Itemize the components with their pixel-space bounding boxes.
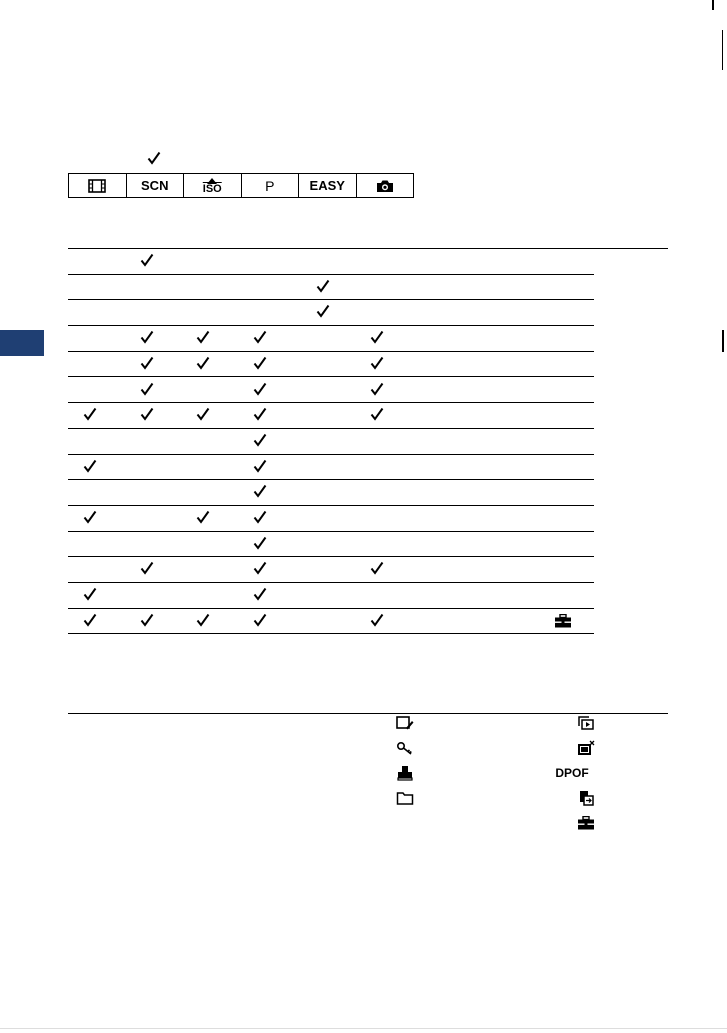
crop-mark-top: [712, 0, 714, 10]
check-icon: [253, 459, 267, 473]
delete-icon: [577, 740, 595, 756]
check-icon: [140, 613, 154, 627]
table-row: [68, 275, 594, 301]
section-tab: [0, 330, 44, 356]
check-icon: [253, 613, 267, 627]
check-icon: [370, 356, 384, 370]
check-icon: [140, 561, 154, 575]
table-row: [68, 480, 594, 506]
mode-easy-label: EASY: [309, 178, 345, 193]
check-icon: [140, 330, 154, 344]
table-row: [68, 506, 594, 532]
dpof-text: DPOF: [555, 766, 589, 780]
check-icon: [196, 330, 210, 344]
table-row: [68, 557, 594, 583]
check-icon: [253, 407, 267, 421]
copy-icon: [577, 790, 595, 806]
check-icon: [140, 382, 154, 396]
check-icon: [83, 459, 97, 473]
table-row: [68, 429, 594, 455]
check-icon: [196, 510, 210, 524]
check-icon: [196, 356, 210, 370]
check-icon: [140, 356, 154, 370]
check-icon: [370, 561, 384, 575]
check-icon: [253, 433, 267, 447]
table-row: [68, 300, 594, 326]
table-row: [68, 455, 594, 481]
check-icon: [316, 304, 330, 318]
mode-p-cell: [241, 174, 299, 197]
check-icon: [83, 587, 97, 601]
check-icon: [253, 536, 267, 550]
print-icon: [396, 765, 414, 781]
legend-check-icon: [147, 151, 161, 165]
table-row: [68, 326, 594, 352]
setup-toolbox-icon: [554, 614, 572, 628]
table2-top-rule: [68, 713, 668, 714]
high-iso-icon: [203, 178, 222, 194]
check-icon: [83, 407, 97, 421]
camera-icon: [376, 179, 394, 193]
check-icon: [253, 484, 267, 498]
table-row: [68, 609, 594, 635]
table-row: [68, 583, 594, 609]
mode-movie-cell: [69, 174, 126, 197]
check-icon: [83, 510, 97, 524]
mode-scn-label: SCN: [141, 178, 169, 193]
table-row: [68, 403, 594, 429]
check-icon: [370, 613, 384, 627]
check-icon: [253, 587, 267, 601]
crop-mark-bottom: [0, 1028, 727, 1029]
table-row: [68, 378, 594, 404]
retouch-icon: [396, 715, 414, 731]
check-icon: [370, 382, 384, 396]
slideshow-icon: [577, 715, 595, 731]
check-icon: [140, 407, 154, 421]
mode-iso-label: $\overline{ISO}$: [202, 182, 222, 195]
check-icon: [370, 407, 384, 421]
table-row: [68, 352, 594, 378]
dpof-label: [549, 765, 595, 781]
check-icon: [370, 330, 384, 344]
mode-bar: [68, 173, 414, 198]
table-row: [68, 532, 594, 558]
check-icon: [253, 356, 267, 370]
check-icon: [253, 382, 267, 396]
crop-mark-right: [722, 30, 723, 70]
check-icon: [83, 613, 97, 627]
check-icon: [140, 253, 154, 267]
check-icon: [253, 510, 267, 524]
crop-mark-mid: [722, 330, 724, 352]
table-row: [68, 249, 594, 275]
check-icon: [196, 407, 210, 421]
check-icon: [196, 613, 210, 627]
mode-easy-cell: [298, 174, 356, 197]
movie-icon: [88, 179, 106, 193]
mode-camera-cell: [356, 174, 414, 197]
mode-iso-cell: [183, 174, 241, 197]
check-icon: [253, 330, 267, 344]
check-icon: [253, 561, 267, 575]
mode-p-label: P: [265, 177, 275, 194]
mode-scn-cell: [126, 174, 184, 197]
check-icon: [316, 279, 330, 293]
folder-icon: [396, 790, 414, 806]
setup-toolbox-icon: [577, 815, 595, 831]
protect-icon: [396, 740, 414, 756]
